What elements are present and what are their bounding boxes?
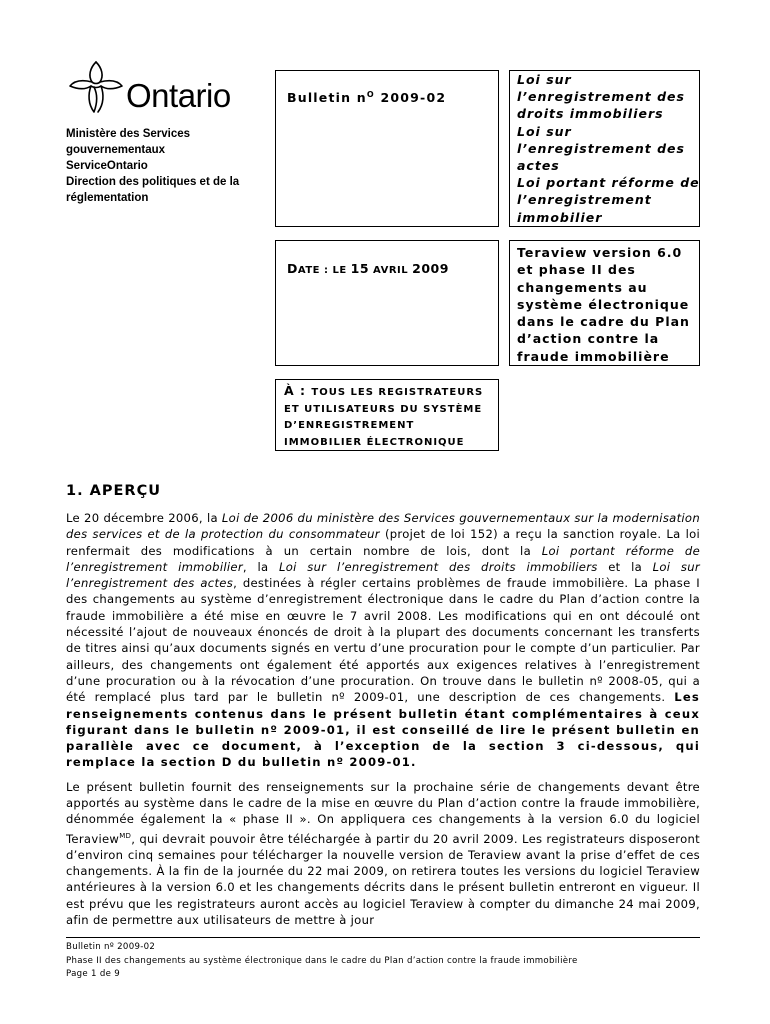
logo-wordmark: Ontario	[126, 77, 231, 114]
section-heading: 1. APERÇU	[66, 483, 161, 499]
ministry-line: gouvernementaux	[66, 144, 166, 156]
law-line: l’enregistrement des	[517, 140, 685, 156]
law-line: l’enregistrement des	[517, 89, 685, 105]
bulletin-date: DATE : LE 15 AVRIL 2009	[287, 261, 449, 276]
date-box	[275, 240, 499, 366]
law-line: Loi sur	[517, 72, 572, 87]
ministry-line: ServiceOntario	[66, 160, 148, 172]
ministry-info	[66, 126, 276, 206]
law-line: droits immobiliers	[517, 106, 664, 122]
law-line: Loi portant réforme de	[517, 175, 700, 191]
footer-line: Phase II des changements au système électronique dans le cadre du Plan d’action contre la fraude immobilière	[66, 955, 578, 966]
recipients-box	[275, 379, 499, 451]
ministry-line: réglementation	[66, 192, 149, 204]
recipients-line: À : TOUS LES REGISTRATEURS	[284, 383, 484, 398]
paragraph: Le présent bulletin fournit des renseignements sur la prochaine série de changements devant être apportés au système dans le cadre de la mise en œuvre du Plan d’action contre la fraude immobilière, dénommée également la « phase II ». On appliquera ces changements à la version 6.0 du logiciel Teraview$^{MD}$, qui devrait pouvoir être téléchargée à partir du 20 avril 2009. Les registrateurs disposeront d’environ cinq semaines pour télécharger la nouvelle version de Teraview avant la prise d’effet de ces changements. À la fin de la journée du 22 mai 2009, on retirera toutes les versions du logiciel Teraview antérieures à la version 6.0 et les changements décrits dans le présent bulletin entreront en vigueur. Il est prévu que les registrateurs auront accès au logiciel Teraview à compter du dimanche 24 mai 2009, afin de permettre aux utilisateurs de mettre à jour	[66, 779, 700, 927]
recipients-line: IMMOBILIER ÉLECTRONIQUE	[284, 436, 465, 448]
topic-line: système électronique	[517, 296, 690, 312]
topic-box	[509, 240, 700, 366]
recipients-line: D’ENREGISTREMENT	[284, 420, 415, 431]
body-text	[66, 510, 700, 928]
topic-line: dans le cadre du Plan	[517, 314, 690, 330]
topic-line: fraude immobilière	[517, 348, 670, 364]
recipients-line: ET UTILISATEURS DU SYSTÈME	[284, 403, 483, 415]
ontario-logo	[66, 58, 246, 120]
law-line: immobilier	[517, 209, 603, 225]
ministry-line: Ministère des Services	[66, 128, 191, 140]
law-line: l’enregistrement	[517, 192, 652, 208]
page-footer	[66, 941, 578, 982]
bulletin-number-box	[275, 70, 499, 227]
law-line: actes	[517, 158, 560, 174]
footer-divider	[66, 937, 700, 938]
topic-line: d’action contre la	[517, 331, 660, 347]
footer-line: Bulletin nº 2009-02	[66, 942, 156, 952]
topic-line: et phase II des	[517, 262, 636, 278]
topic-line: changements au	[517, 279, 648, 295]
ministry-line: Direction des politiques et de la	[66, 176, 240, 188]
topic-line: Teraview version 6.0	[517, 245, 683, 260]
footer-page-number: Page 1 de 9	[66, 969, 120, 979]
laws-box	[509, 70, 700, 227]
law-line: Loi sur	[517, 123, 572, 139]
paragraph: Le 20 décembre 2006, la Loi de 2006 du ministère des Services gouvernementaux sur la modernisation des services et de la protection du consommateur (projet de loi 152) a reçu la sanction royale. La loi renfermait des modifications à un certain nombre de lois, dont la Loi portant réforme de l’enregistrement immobilier, la Loi sur l’enregistrement des droits immobiliers et la Loi sur l’enregistrement des actes, destinées à régler certains problèmes de fraude immobilière. La phase I des changements au système d’enregistrement électronique dans le cadre du Plan d’action contre la fraude immobilière a été mise en œuvre le 7 avril 2008. Les modifications qui en ont découlé ont nécessité l’ajout de nouveaux énoncés de droit à la plupart des documents concernant les transferts de titres ainsi qu’aux documents signés en vertu d’une procuration pour le compte d’un particulier. Par ailleurs, des changements ont également été apportés aux exigences relatives à l’enregistrement d’une procuration ou à la révocation d’une procuration. On trouve dans le bulletin nº 2008-05, qui a été remplacé plus tard par le bulletin nº 2009-01, une description de ces changements. Les renseignements contenus dans le présent bulletin étant complémentaires à ceux figurant dans le bulletin nº 2009-01, il est conseillé de lire le présent bulletin en parallèle avec ce document, à l’exception de la section 3 ci-dessous, qui remplace la section D du bulletin nº 2009-01.	[66, 511, 701, 770]
trillium-icon	[66, 58, 126, 118]
bulletin-number: Bulletin $n^O$ 2009-02	[287, 90, 447, 106]
